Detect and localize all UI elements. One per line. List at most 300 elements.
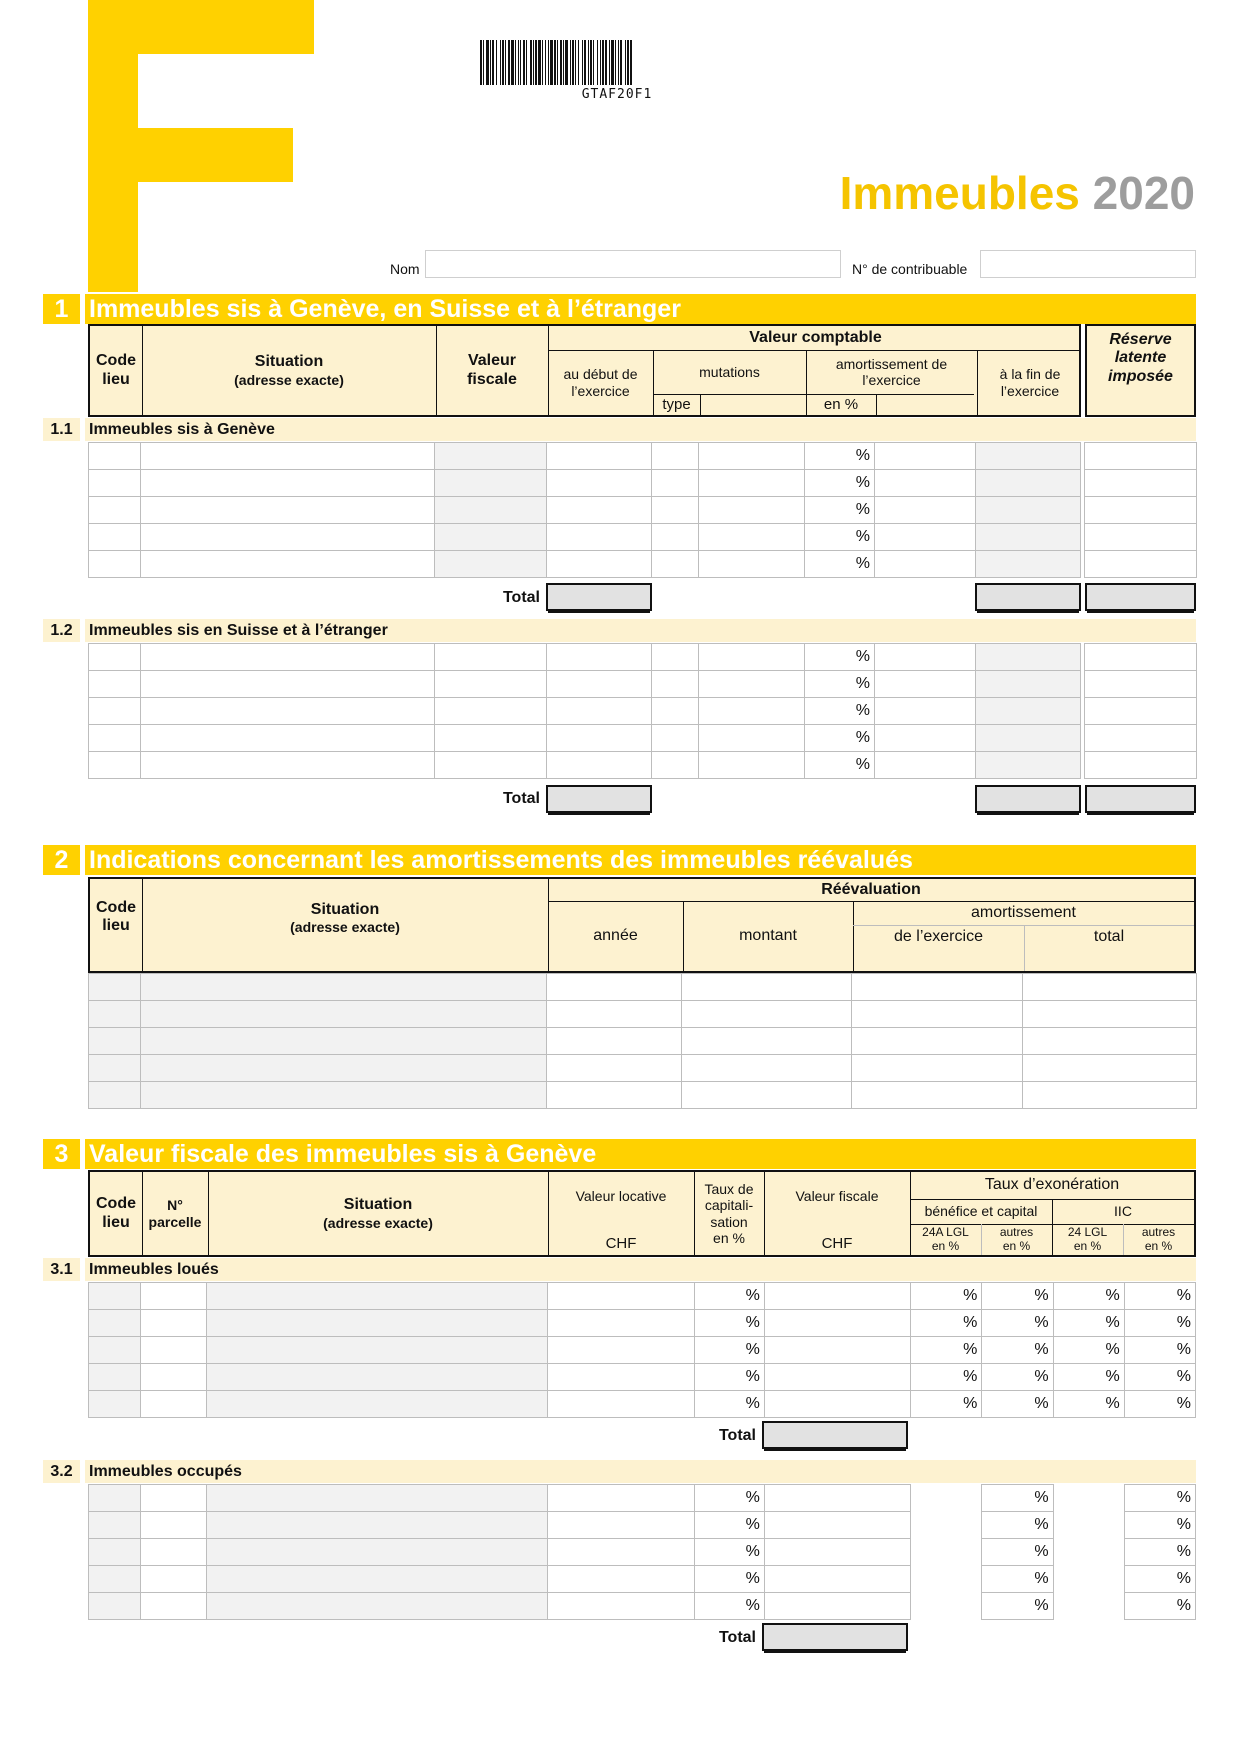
- header-situation-label: Situation: [254, 353, 324, 371]
- fin-exercice-cell[interactable]: [976, 497, 1081, 524]
- table-row: [89, 1391, 1196, 1418]
- valeur-locative-cell[interactable]: [548, 1391, 694, 1418]
- subsection-1-2-bar: [43, 619, 1196, 642]
- montant-cell[interactable]: [682, 1082, 852, 1109]
- valeur-fiscale-cell[interactable]: [764, 1593, 910, 1620]
- mutation-amount-cell[interactable]: [699, 644, 805, 671]
- header-reserve-latente: [1085, 324, 1196, 417]
- header-situation: [142, 326, 436, 415]
- parcelle-cell[interactable]: [141, 1566, 207, 1593]
- amortissement-total-cell[interactable]: [1023, 1082, 1197, 1109]
- header-annee: année: [593, 926, 638, 944]
- parcelle-cell[interactable]: [141, 1283, 207, 1310]
- total-valeur-fiscale-1-1[interactable]: [546, 583, 652, 611]
- amortissement-amount-cell[interactable]: [875, 470, 976, 497]
- banner-separator: [80, 294, 85, 324]
- situation-cell[interactable]: [207, 1593, 548, 1620]
- section-2-banner: [43, 845, 1196, 875]
- valeur-locative-cell[interactable]: [548, 1364, 694, 1391]
- header-valeur-fiscale: Valeur fiscale: [467, 352, 517, 388]
- fin-exercice-cell[interactable]: [976, 443, 1081, 470]
- amortissement-pct-cell: %: [805, 725, 875, 752]
- valeur-locative-cell[interactable]: [548, 1593, 694, 1620]
- situation-cell[interactable]: [207, 1337, 548, 1364]
- situation-cell[interactable]: [141, 497, 435, 524]
- valeur-fiscale-cell[interactable]: [435, 497, 547, 524]
- valeur-fiscale-cell[interactable]: [764, 1337, 910, 1364]
- parcelle-cell[interactable]: [141, 1310, 207, 1337]
- code-lieu-cell[interactable]: [89, 1364, 141, 1391]
- subsection-3-2-title: Immeubles occupés: [89, 1463, 242, 1480]
- amortissement-total-cell[interactable]: [1023, 1028, 1197, 1055]
- exo-autres-iic-cell: %: [1124, 1364, 1195, 1391]
- reserve-cell[interactable]: [1085, 644, 1197, 671]
- code-lieu-cell[interactable]: [89, 497, 141, 524]
- situation-cell[interactable]: [207, 1539, 548, 1566]
- exo-24a-lgl-cell: %: [911, 1310, 982, 1337]
- debut-exercice-cell[interactable]: [547, 671, 652, 698]
- reserve-cell[interactable]: [1085, 443, 1197, 470]
- page-title-year: 2020: [1092, 167, 1195, 219]
- situation-cell[interactable]: [207, 1391, 548, 1418]
- table-row: [89, 725, 1197, 752]
- header-type: type: [662, 395, 691, 413]
- exo-24a-lgl-cell: %: [911, 1337, 982, 1364]
- empty-cell: [1053, 1512, 1124, 1539]
- valeur-locative-cell[interactable]: [548, 1566, 694, 1593]
- mutation-type-cell[interactable]: [652, 671, 699, 698]
- situation-cell[interactable]: [141, 1028, 547, 1055]
- header-benefice-capital: bénéfice et capital: [924, 1203, 1038, 1220]
- header-situation-label: Situation: [310, 901, 380, 918]
- fin-exercice-cell[interactable]: [976, 752, 1081, 779]
- situation-cell[interactable]: [207, 1566, 548, 1593]
- valeur-locative-cell[interactable]: [548, 1512, 694, 1539]
- mutation-type-cell[interactable]: [652, 752, 699, 779]
- table-row: [89, 1485, 1196, 1512]
- header-reevaluation: Réévaluation: [821, 880, 921, 898]
- reserve-cell[interactable]: [1085, 752, 1197, 779]
- empty-cell: [1053, 1566, 1124, 1593]
- annee-cell[interactable]: [547, 974, 682, 1001]
- empty-cell: [911, 1593, 982, 1620]
- table-row: [89, 1001, 1197, 1028]
- exo-autres-bc-cell: %: [982, 1512, 1053, 1539]
- annee-cell[interactable]: [547, 1028, 682, 1055]
- debut-exercice-cell[interactable]: [547, 443, 652, 470]
- mutation-type-cell[interactable]: [652, 551, 699, 578]
- mutation-type-cell[interactable]: [652, 443, 699, 470]
- subsection-3-2-number: 3.2: [50, 1463, 73, 1480]
- situation-cell[interactable]: [141, 671, 435, 698]
- fin-exercice-cell[interactable]: [976, 671, 1081, 698]
- situation-cell[interactable]: [141, 1001, 547, 1028]
- fin-exercice-cell[interactable]: [976, 725, 1081, 752]
- situation-cell[interactable]: [141, 752, 435, 779]
- situation-cell[interactable]: [141, 551, 435, 578]
- code-lieu-cell[interactable]: [89, 1028, 141, 1055]
- valeur-fiscale-cell[interactable]: [764, 1364, 910, 1391]
- valeur-fiscale-cell[interactable]: [435, 698, 547, 725]
- total-reserve-1-2[interactable]: [1085, 785, 1196, 813]
- mutation-amount-cell[interactable]: [699, 470, 805, 497]
- header-24-lgl: 24 LGL en %: [1067, 1224, 1108, 1253]
- amortissement-amount-cell[interactable]: [875, 671, 976, 698]
- header-parcelle: N° parcelle: [148, 1197, 202, 1230]
- section-1-2-table: [88, 643, 1197, 779]
- empty-cell: [911, 1566, 982, 1593]
- total-reserve-1-1[interactable]: [1085, 583, 1196, 611]
- header-valeur-fiscale: Valeur fiscale: [795, 1187, 879, 1204]
- code-lieu-cell[interactable]: [89, 1283, 141, 1310]
- section-3-header: [88, 1170, 1196, 1257]
- total-label: Total: [502, 589, 540, 606]
- fin-exercice-cell[interactable]: [976, 524, 1081, 551]
- header-de-exercice: de l’exercice: [894, 927, 983, 945]
- header-reserve-label: Réserve latente imposée: [1108, 330, 1173, 385]
- situation-cell[interactable]: [141, 1055, 547, 1082]
- situation-cell[interactable]: [207, 1485, 548, 1512]
- table-row: [89, 443, 1197, 470]
- situation-cell[interactable]: [207, 1283, 548, 1310]
- exo-autres-bc-cell: %: [982, 1283, 1053, 1310]
- section-3-number: 3: [54, 1140, 69, 1168]
- debut-exercice-cell[interactable]: [547, 725, 652, 752]
- barcode-bars: [480, 40, 754, 85]
- amortissement-amount-cell[interactable]: [875, 644, 976, 671]
- valeur-fiscale-cell[interactable]: [435, 524, 547, 551]
- fin-exercice-cell[interactable]: [976, 470, 1081, 497]
- code-lieu-cell[interactable]: [89, 1337, 141, 1364]
- situation-cell[interactable]: [141, 524, 435, 551]
- fin-exercice-cell[interactable]: [976, 551, 1081, 578]
- situation-cell[interactable]: [141, 443, 435, 470]
- amortissement-pct-cell: %: [805, 644, 875, 671]
- empty-cell: [1053, 1593, 1124, 1620]
- debut-exercice-cell[interactable]: [547, 497, 652, 524]
- code-lieu-cell[interactable]: [89, 1512, 141, 1539]
- fin-exercice-cell[interactable]: [976, 698, 1081, 725]
- reserve-cell[interactable]: [1085, 524, 1197, 551]
- mutation-amount-cell[interactable]: [699, 752, 805, 779]
- header-montant: montant: [739, 926, 797, 944]
- header-en-pct: en %: [823, 395, 859, 413]
- barcode: [480, 40, 754, 85]
- reserve-cell[interactable]: [1085, 725, 1197, 752]
- header-situation: [208, 1172, 548, 1255]
- header-code-lieu: Code lieu: [96, 1195, 136, 1231]
- parcelle-cell[interactable]: [141, 1337, 207, 1364]
- exo-autres-iic-cell: %: [1124, 1539, 1195, 1566]
- situation-cell[interactable]: [141, 698, 435, 725]
- contribuable-field[interactable]: [980, 250, 1196, 278]
- amortissement-pct-cell: %: [805, 551, 875, 578]
- debut-exercice-cell[interactable]: [547, 551, 652, 578]
- section-3-title: Valeur fiscale des immeubles sis à Genève: [89, 1140, 597, 1168]
- code-lieu-cell[interactable]: [89, 443, 141, 470]
- header-amortissement: amortissement: [971, 903, 1076, 921]
- table-row: [89, 1028, 1197, 1055]
- valeur-locative-cell[interactable]: [548, 1310, 694, 1337]
- exo-autres-iic-cell: %: [1124, 1310, 1195, 1337]
- taux-capitalisation-cell: %: [694, 1310, 764, 1337]
- code-lieu-cell[interactable]: [89, 1539, 141, 1566]
- valeur-fiscale-cell[interactable]: [435, 551, 547, 578]
- divider: [700, 394, 701, 415]
- montant-cell[interactable]: [682, 1055, 852, 1082]
- exo-autres-iic-cell: %: [1124, 1566, 1195, 1593]
- code-lieu-cell[interactable]: [89, 974, 141, 1001]
- table-row: [89, 1593, 1196, 1620]
- subsection-3-2-bar: [43, 1460, 1196, 1483]
- amortissement-amount-cell[interactable]: [875, 551, 976, 578]
- taux-capitalisation-cell: %: [694, 1566, 764, 1593]
- amortissement-amount-cell[interactable]: [875, 725, 976, 752]
- nom-label: Nom: [390, 261, 420, 277]
- code-lieu-cell[interactable]: [89, 752, 141, 779]
- amortissement-exercice-cell[interactable]: [852, 1055, 1023, 1082]
- amortissement-total-cell[interactable]: [1023, 1055, 1197, 1082]
- divider: [876, 394, 877, 415]
- page-title-word: Immeubles: [839, 167, 1080, 219]
- valeur-fiscale-cell[interactable]: [435, 443, 547, 470]
- debut-exercice-cell[interactable]: [547, 470, 652, 497]
- code-lieu-cell[interactable]: [89, 470, 141, 497]
- valeur-locative-cell[interactable]: [548, 1485, 694, 1512]
- situation-cell[interactable]: [141, 470, 435, 497]
- mutation-type-cell[interactable]: [652, 470, 699, 497]
- table-row: [89, 1337, 1196, 1364]
- code-lieu-cell[interactable]: [89, 524, 141, 551]
- mutation-amount-cell[interactable]: [699, 443, 805, 470]
- code-lieu-cell[interactable]: [89, 1566, 141, 1593]
- code-lieu-cell[interactable]: [89, 1593, 141, 1620]
- valeur-fiscale-cell[interactable]: [764, 1283, 910, 1310]
- code-lieu-cell[interactable]: [89, 644, 141, 671]
- valeur-locative-cell[interactable]: [548, 1539, 694, 1566]
- header-situation-sub: (adresse exacte): [290, 919, 400, 936]
- amortissement-exercice-cell[interactable]: [852, 1028, 1023, 1055]
- header-iic: IIC: [1114, 1203, 1132, 1220]
- code-lieu-cell[interactable]: [89, 1310, 141, 1337]
- amortissement-pct-cell: %: [805, 497, 875, 524]
- amortissement-exercice-cell[interactable]: [852, 974, 1023, 1001]
- exo-24-lgl-cell: %: [1053, 1283, 1124, 1310]
- amortissement-exercice-cell[interactable]: [852, 1082, 1023, 1109]
- amortissement-amount-cell[interactable]: [875, 698, 976, 725]
- mutation-amount-cell[interactable]: [699, 524, 805, 551]
- table-row: [89, 1055, 1197, 1082]
- empty-cell: [911, 1512, 982, 1539]
- valeur-fiscale-cell[interactable]: [435, 725, 547, 752]
- situation-cell[interactable]: [141, 644, 435, 671]
- table-row: [89, 974, 1197, 1001]
- reserve-cell[interactable]: [1085, 698, 1197, 725]
- exo-24a-lgl-cell: %: [911, 1283, 982, 1310]
- debut-exercice-cell[interactable]: [547, 752, 652, 779]
- mutation-type-cell[interactable]: [652, 644, 699, 671]
- reserve-cell[interactable]: [1085, 551, 1197, 578]
- amortissement-total-cell[interactable]: [1023, 974, 1197, 1001]
- subsection-3-1-title: Immeubles loués: [89, 1261, 219, 1278]
- situation-cell[interactable]: [141, 725, 435, 752]
- banner-separator: [80, 418, 85, 441]
- valeur-locative-cell[interactable]: [548, 1283, 694, 1310]
- exo-autres-iic-cell: %: [1124, 1485, 1195, 1512]
- annee-cell[interactable]: [547, 1055, 682, 1082]
- empty-cell: [911, 1539, 982, 1566]
- valeur-locative-cell[interactable]: [548, 1337, 694, 1364]
- amortissement-exercice-cell[interactable]: [852, 1001, 1023, 1028]
- amortissement-total-cell[interactable]: [1023, 1001, 1197, 1028]
- exo-autres-bc-cell: %: [982, 1364, 1053, 1391]
- section-3-1-table: [88, 1282, 1196, 1418]
- section-1-1-table: [88, 442, 1197, 578]
- header-total: total: [1093, 927, 1125, 945]
- parcelle-cell[interactable]: [141, 1539, 207, 1566]
- mutation-amount-cell[interactable]: [699, 497, 805, 524]
- mutation-amount-cell[interactable]: [699, 551, 805, 578]
- amortissement-pct-cell: %: [805, 524, 875, 551]
- amortissement-pct-cell: %: [805, 671, 875, 698]
- code-lieu-cell[interactable]: [89, 725, 141, 752]
- amortissement-amount-cell[interactable]: [875, 443, 976, 470]
- valeur-fiscale-cell[interactable]: [764, 1391, 910, 1418]
- amortissement-pct-cell: %: [805, 752, 875, 779]
- total-valeur-fiscale-3-2[interactable]: [762, 1623, 908, 1651]
- valeur-fiscale-cell[interactable]: [764, 1310, 910, 1337]
- annee-cell[interactable]: [547, 1001, 682, 1028]
- mutation-type-cell[interactable]: [652, 725, 699, 752]
- section-3-2-table: [88, 1484, 1196, 1620]
- subsection-1-2-number: 1.2: [50, 622, 73, 639]
- header-situation-sub: (adresse exacte): [234, 371, 344, 388]
- total-fin-exercice-1-1[interactable]: [975, 583, 1081, 611]
- exo-autres-bc-cell: %: [982, 1593, 1053, 1620]
- code-lieu-cell[interactable]: [89, 551, 141, 578]
- code-lieu-cell[interactable]: [89, 1055, 141, 1082]
- subsection-1-1-bar: [43, 418, 1196, 441]
- valeur-fiscale-cell[interactable]: [435, 644, 547, 671]
- reserve-cell[interactable]: [1085, 497, 1197, 524]
- valeur-fiscale-cell[interactable]: [435, 470, 547, 497]
- montant-cell[interactable]: [682, 974, 852, 1001]
- parcelle-cell[interactable]: [141, 1391, 207, 1418]
- section-2-title: Indications concernant les amortissements des immeubles réévalués: [89, 846, 913, 874]
- taux-capitalisation-cell: %: [694, 1283, 764, 1310]
- amortissement-amount-cell[interactable]: [875, 524, 976, 551]
- parcelle-cell[interactable]: [141, 1512, 207, 1539]
- mutation-amount-cell[interactable]: [699, 698, 805, 725]
- valeur-fiscale-cell[interactable]: [435, 752, 547, 779]
- code-lieu-cell[interactable]: [89, 671, 141, 698]
- amortissement-pct-cell: %: [805, 443, 875, 470]
- table-row: [89, 644, 1197, 671]
- empty-cell: [1053, 1539, 1124, 1566]
- reserve-cell[interactable]: [1085, 671, 1197, 698]
- parcelle-cell[interactable]: [141, 1485, 207, 1512]
- table-row: [89, 1364, 1196, 1391]
- valeur-fiscale-cell[interactable]: [764, 1512, 910, 1539]
- contribuable-label: N° de contribuable: [852, 261, 968, 277]
- montant-cell[interactable]: [682, 1028, 852, 1055]
- debut-exercice-cell[interactable]: [547, 644, 652, 671]
- amortissement-amount-cell[interactable]: [875, 497, 976, 524]
- table-row: [89, 524, 1197, 551]
- code-lieu-cell[interactable]: [89, 1391, 141, 1418]
- mutation-type-cell[interactable]: [652, 497, 699, 524]
- section-3-banner: [43, 1139, 1196, 1169]
- mutation-amount-cell[interactable]: [699, 725, 805, 752]
- header-fin: à la fin de l’exercice: [999, 366, 1061, 399]
- situation-cell[interactable]: [141, 974, 547, 1001]
- barcode-text: GTAF20F1: [581, 87, 653, 102]
- code-lieu-cell[interactable]: [89, 698, 141, 725]
- taux-capitalisation-cell: %: [694, 1364, 764, 1391]
- exo-autres-iic-cell: %: [1124, 1337, 1195, 1364]
- fin-exercice-cell[interactable]: [976, 644, 1081, 671]
- valeur-fiscale-cell[interactable]: [764, 1485, 910, 1512]
- exo-autres-iic-cell: %: [1124, 1391, 1195, 1418]
- banner-separator: [80, 619, 85, 642]
- total-valeur-fiscale-1-2[interactable]: [546, 785, 652, 813]
- subsection-1-2-title: Immeubles sis en Suisse et à l’étranger: [89, 622, 388, 639]
- taux-capitalisation-cell: %: [694, 1512, 764, 1539]
- total-fin-exercice-1-2[interactable]: [975, 785, 1081, 813]
- code-lieu-cell[interactable]: [89, 1001, 141, 1028]
- valeur-fiscale-cell[interactable]: [764, 1566, 910, 1593]
- debut-exercice-cell[interactable]: [547, 524, 652, 551]
- empty-cell: [911, 1485, 982, 1512]
- section-2-header: [88, 877, 1196, 973]
- table-row: [89, 551, 1197, 578]
- taux-capitalisation-cell: %: [694, 1391, 764, 1418]
- section-1-header: [88, 324, 1081, 417]
- exo-autres-bc-cell: %: [982, 1485, 1053, 1512]
- exo-24-lgl-cell: %: [1053, 1310, 1124, 1337]
- situation-cell[interactable]: [141, 1082, 547, 1109]
- code-lieu-cell[interactable]: [89, 1082, 141, 1109]
- total-valeur-fiscale-3-1[interactable]: [762, 1421, 908, 1449]
- valeur-fiscale-cell[interactable]: [435, 671, 547, 698]
- parcelle-cell[interactable]: [141, 1364, 207, 1391]
- mutation-amount-cell[interactable]: [699, 671, 805, 698]
- reserve-cell[interactable]: [1085, 470, 1197, 497]
- exo-autres-bc-cell: %: [982, 1539, 1053, 1566]
- montant-cell[interactable]: [682, 1001, 852, 1028]
- banner-separator: [80, 1139, 85, 1169]
- header-taux-capitalisation: Taux de capitali- sation en %: [704, 1181, 754, 1246]
- valeur-fiscale-cell[interactable]: [764, 1539, 910, 1566]
- annee-cell[interactable]: [547, 1082, 682, 1109]
- mutation-type-cell[interactable]: [652, 698, 699, 725]
- header-situation-sub: (adresse exacte): [323, 1214, 433, 1231]
- code-lieu-cell[interactable]: [89, 1485, 141, 1512]
- mutation-type-cell[interactable]: [652, 524, 699, 551]
- situation-cell[interactable]: [207, 1512, 548, 1539]
- nom-field[interactable]: [425, 250, 841, 278]
- exo-autres-iic-cell: %: [1124, 1593, 1195, 1620]
- exo-24a-lgl-cell: %: [911, 1364, 982, 1391]
- situation-cell[interactable]: [207, 1364, 548, 1391]
- header-taux-exoneration: Taux d’exonération: [984, 1176, 1120, 1194]
- header-code-lieu: Code lieu: [96, 352, 136, 388]
- amortissement-amount-cell[interactable]: [875, 752, 976, 779]
- debut-exercice-cell[interactable]: [547, 698, 652, 725]
- parcelle-cell[interactable]: [141, 1593, 207, 1620]
- subsection-3-1-bar: [43, 1258, 1196, 1281]
- situation-cell[interactable]: [207, 1310, 548, 1337]
